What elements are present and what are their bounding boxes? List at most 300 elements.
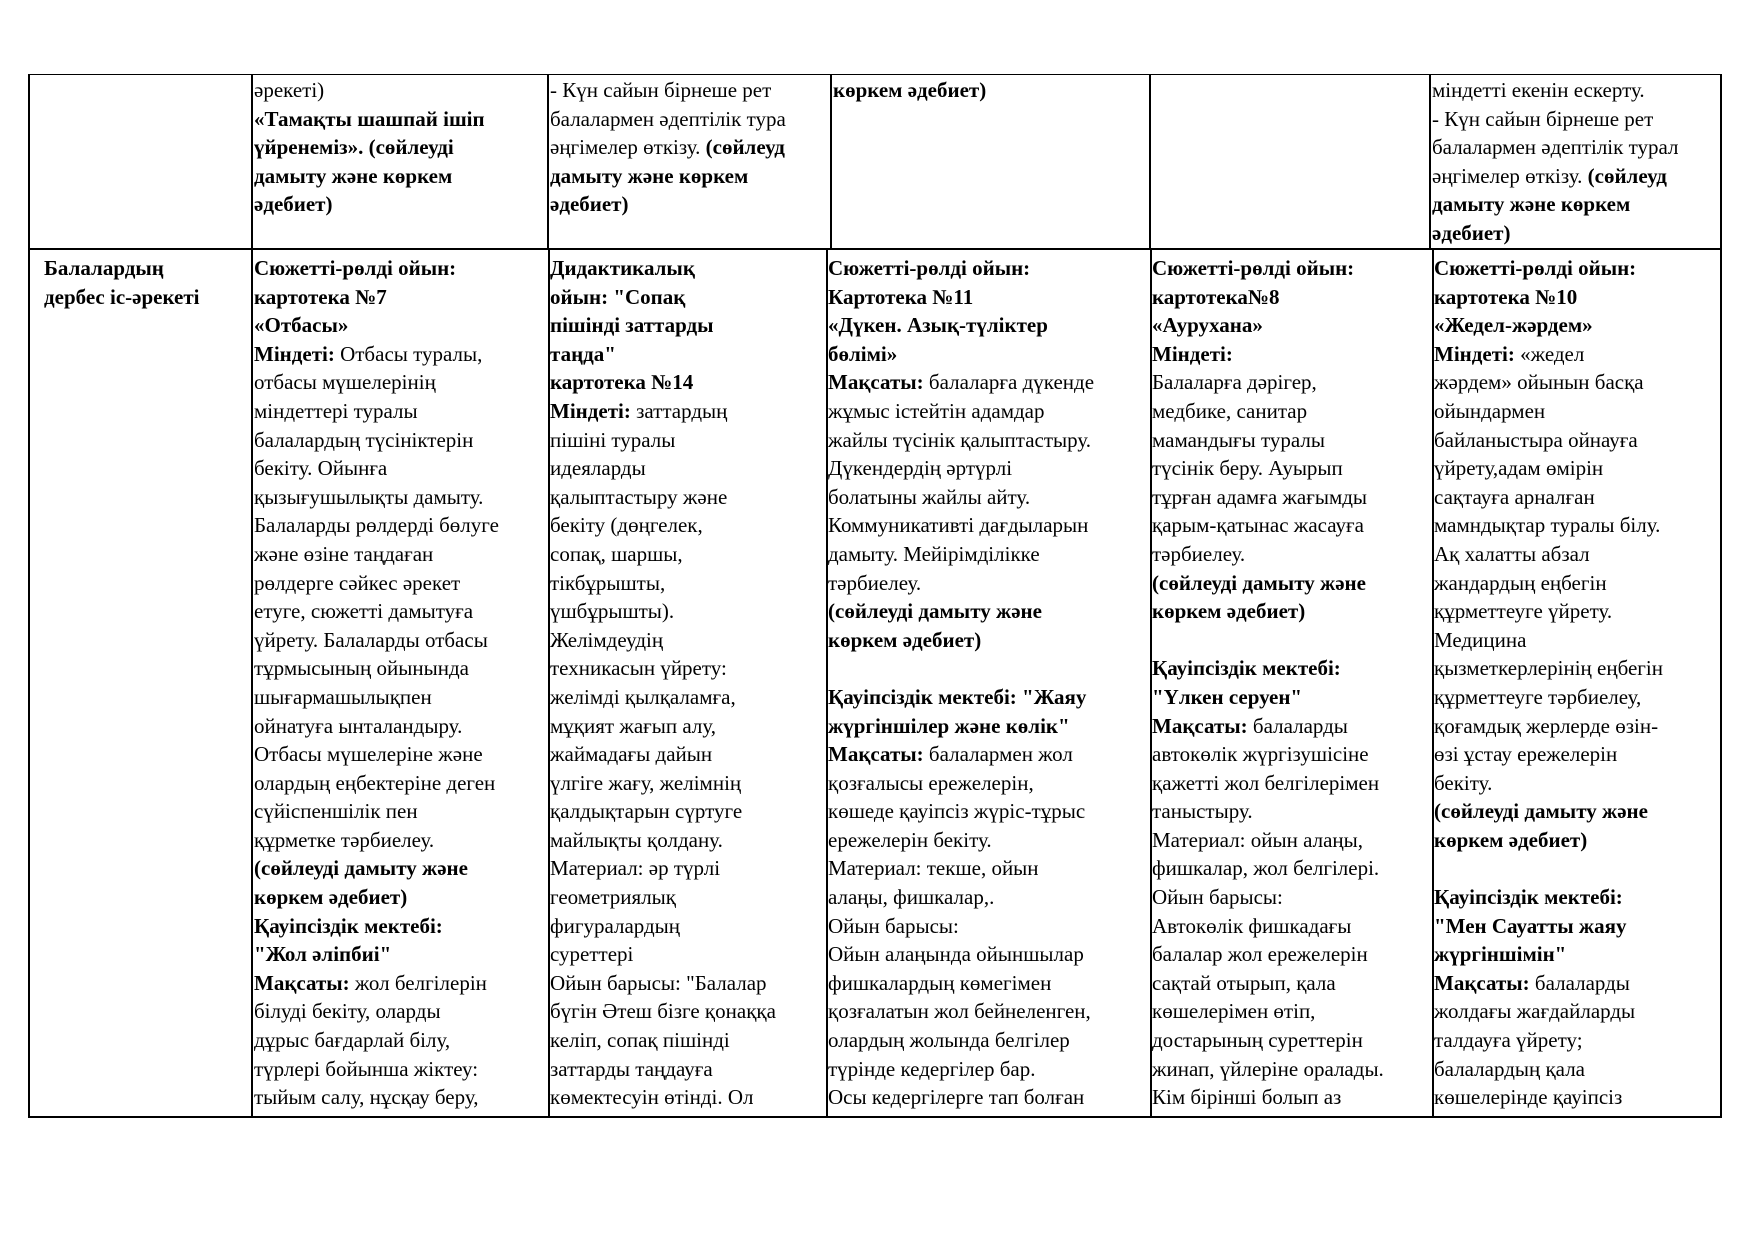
- text-line: [1432, 190, 1718, 219]
- text: байланыстыра ойнауға: [1434, 427, 1638, 452]
- bold-text: «Аурухана»: [1152, 313, 1263, 338]
- text-line: [828, 826, 1148, 855]
- row1-col4-cell: [1150, 76, 1429, 246]
- text-line: [1152, 912, 1430, 941]
- text: сақтай отырып, қала: [1152, 970, 1336, 995]
- bold-text: Мақсаты:: [254, 970, 350, 995]
- bold-text: Міндеті:: [550, 398, 631, 423]
- bold-text: картотека№8: [1152, 284, 1280, 309]
- text-line: [1432, 219, 1718, 248]
- text: пішіні туралы: [550, 427, 676, 452]
- text-line: [828, 426, 1148, 455]
- text: жол белгілерін: [349, 970, 487, 995]
- text-line: [1434, 740, 1718, 769]
- text-line: [1152, 569, 1430, 598]
- text: Ойын барысы:: [1152, 885, 1283, 910]
- text-line: [550, 540, 824, 569]
- text-line: [254, 254, 546, 283]
- bold-text: Балалардың: [44, 256, 164, 280]
- bold-text: көркем әдебиет): [833, 78, 987, 102]
- bold-text: Сюжетті-рөлді ойын:: [1152, 256, 1355, 280]
- text: түрлері бойынша жіктеу:: [254, 1056, 479, 1081]
- text-line: [828, 740, 1148, 769]
- text: Материал: әр түрлі: [550, 856, 721, 881]
- text: Отбасы туралы,: [334, 341, 483, 366]
- text-line: [254, 597, 546, 626]
- text-line: [1152, 340, 1430, 369]
- bold-text: дамыту және көркем: [550, 163, 749, 188]
- text-line: [828, 283, 1148, 312]
- bold-text: көркем әдебиет): [1152, 599, 1306, 624]
- text: қалдықтарын сүртуге: [550, 799, 743, 824]
- text-line: [254, 1026, 546, 1055]
- row2-col1-cell: [252, 254, 548, 1114]
- text-line: [1432, 76, 1718, 105]
- text-line: [828, 311, 1148, 340]
- text-line: [828, 712, 1148, 741]
- text-line: [254, 311, 546, 340]
- text: техникасын үйрету:: [550, 656, 727, 681]
- text-line: [254, 797, 546, 826]
- text: Ақ халатты абзал: [1434, 541, 1590, 566]
- text-line: [254, 133, 545, 162]
- text: бекіту.: [1434, 770, 1493, 795]
- text-line: [254, 105, 545, 134]
- text-line: [1152, 997, 1430, 1026]
- text-line: [1434, 1055, 1718, 1084]
- bold-text: көркем әдебиет): [254, 885, 408, 910]
- text-line: [828, 454, 1148, 483]
- text-line: [1152, 826, 1430, 855]
- text-line: [1152, 740, 1430, 769]
- text: Ойын барысы:: [828, 913, 959, 938]
- bold-text: көркем әдебиет): [828, 627, 982, 652]
- text-line: [1152, 854, 1430, 883]
- text-line: [1152, 1083, 1430, 1112]
- text: дамыту. Мейірімділікке: [828, 541, 1040, 566]
- text: тыйым салу, нұсқау беру,: [254, 1085, 479, 1110]
- bold-text: Дидактикалық: [550, 256, 695, 280]
- text: қажетті жол белгілерімен: [1152, 770, 1380, 795]
- text-line: [1152, 712, 1430, 741]
- text: мамандығы туралы: [1152, 427, 1325, 452]
- text-line: [550, 597, 824, 626]
- table-bottom-border: [28, 1116, 1722, 1118]
- text-line: [254, 426, 546, 455]
- text-line: [1434, 397, 1718, 426]
- text: Ойын алаңында ойыншылар: [828, 942, 1084, 967]
- text-line: [1152, 969, 1430, 998]
- text-line: [1434, 1026, 1718, 1055]
- text-line: [550, 1026, 824, 1055]
- text-line: [1434, 1083, 1718, 1112]
- text: майлықты қолдану.: [550, 827, 723, 852]
- text: геометриялық: [550, 885, 676, 910]
- text: үшбұрышты).: [550, 599, 675, 624]
- text-line: [1152, 311, 1430, 340]
- text: отбасы мүшелерінің: [254, 370, 436, 395]
- bold-text: Міндеті:: [1434, 341, 1515, 366]
- text: жәрдем» ойынын басқа: [1434, 370, 1644, 395]
- text-line: [550, 283, 824, 312]
- text: фишкалардың көмегімен: [828, 970, 1052, 995]
- bold-text: "Үлкен серуен": [1152, 684, 1303, 709]
- text-line: [1434, 683, 1718, 712]
- text: үйрету,адам өмірін: [1434, 456, 1604, 481]
- text-line: [1432, 133, 1718, 162]
- text: автокөлік жүргізушісіне: [1152, 742, 1369, 767]
- text: жаймадағы дайын: [550, 742, 713, 767]
- text-line: [550, 912, 824, 941]
- bold-text: картотека №10: [1434, 284, 1578, 309]
- text-line: [1152, 1026, 1430, 1055]
- text: бекіту. Ойынға: [254, 456, 388, 481]
- row1-col1-cell: [252, 76, 547, 246]
- text-line: [828, 769, 1148, 798]
- text-line: [44, 283, 249, 312]
- text: Отбасы мүшелеріне және: [254, 742, 483, 767]
- text: тұрған адамға жағымды: [1152, 484, 1368, 509]
- text-line: [550, 133, 828, 162]
- text-line: [1434, 826, 1718, 855]
- text-line: [1432, 162, 1718, 191]
- bold-text: Міндеті:: [254, 341, 335, 366]
- text: балаларға дүкенде: [923, 370, 1095, 395]
- text-line: [254, 190, 545, 219]
- text: міндетті екенін ескерту.: [1432, 78, 1645, 102]
- text-line: [828, 511, 1148, 540]
- text-line: [254, 969, 546, 998]
- text-line: [254, 626, 546, 655]
- row2-col4-cell: [1150, 254, 1432, 1114]
- text-line: [550, 340, 824, 369]
- text-line: [1434, 311, 1718, 340]
- text: сүйіспеншілік пен: [254, 799, 418, 824]
- bold-text: (сөйлеуді дамыту және: [1434, 799, 1648, 824]
- text-line: [1434, 426, 1718, 455]
- bold-text: жүргіншілер және көлік": [828, 713, 1070, 738]
- text-line: [828, 969, 1148, 998]
- text-line: [1434, 511, 1718, 540]
- text: көмектесуін өтінді. Ол: [550, 1085, 754, 1110]
- text-line: [254, 883, 546, 912]
- text-line: [828, 597, 1148, 626]
- text: балалармен әдептілік турал: [1432, 135, 1679, 160]
- text-line: [1152, 683, 1430, 712]
- text: балаларды: [1247, 713, 1348, 738]
- text-line: [254, 340, 546, 369]
- text-line: [1434, 769, 1718, 798]
- text: білуді бекіту, оларды: [254, 999, 441, 1024]
- text: балалардың қала: [1434, 1056, 1585, 1081]
- bold-text: көркем әдебиет): [1434, 827, 1588, 852]
- text: заттарды таңдауға: [550, 1056, 713, 1081]
- bold-text: (сөйлеуді дамыту және: [1152, 570, 1366, 595]
- bold-text: әдебиет): [254, 192, 333, 217]
- bold-text: Қауіпсіздік мектебі: "Жаяу: [828, 684, 1087, 709]
- text-line: [828, 854, 1148, 883]
- text: тікбұрышты,: [550, 570, 666, 595]
- text-line: [254, 1083, 546, 1112]
- text: жайлы түсінік қалыптастыру.: [828, 427, 1092, 452]
- text: қарым-қатынас жасауға: [1152, 513, 1364, 538]
- text-line: [1434, 797, 1718, 826]
- text-line: [828, 883, 1148, 912]
- text: жандардың еңбегін: [1434, 570, 1607, 595]
- text: етуге, сюжетті дамытуға: [254, 599, 474, 624]
- bold-text: «Дүкен. Азық-түліктер: [828, 313, 1048, 338]
- text: мұқият жағып алу,: [550, 713, 716, 738]
- bold-text: картотека №7: [254, 284, 387, 309]
- row-divider: [28, 248, 1722, 250]
- bold-text: таңда": [550, 341, 616, 366]
- text: жинап, үйлеріне оралады.: [1152, 1056, 1384, 1081]
- text: қызметкерлерінің еңбегін: [1434, 656, 1663, 681]
- text-line: [1152, 940, 1430, 969]
- bold-text: Міндеті:: [1152, 341, 1233, 366]
- text-line: [828, 569, 1148, 598]
- text-line: [1152, 283, 1430, 312]
- text: құрметтеуге тәрбиелеу,: [1434, 684, 1642, 709]
- row1-col2-cell: [548, 76, 830, 246]
- text-line: [254, 740, 546, 769]
- row2-header-cell: [42, 254, 251, 1114]
- text: дұрыс бағдарлай білу,: [254, 1028, 451, 1053]
- text-line: [1152, 483, 1430, 512]
- text: мамндықтар туралы білу.: [1434, 513, 1661, 538]
- text-line: [1152, 368, 1430, 397]
- bold-text: Мақсаты:: [1152, 713, 1248, 738]
- row1-col3-cell: [831, 76, 1149, 246]
- bold-text: үйренеміз». (сөйлеуді: [254, 135, 454, 160]
- text: Кім бірінші болып аз: [1152, 1085, 1342, 1110]
- text: жұмыс істейтін адамдар: [828, 398, 1045, 423]
- text-line: [828, 797, 1148, 826]
- text-line: [1152, 511, 1430, 540]
- text-line: [254, 997, 546, 1026]
- text-line: [254, 912, 546, 941]
- text-line: [254, 1055, 546, 1084]
- text: - Күн сайын бірнеше рет: [550, 78, 772, 102]
- text: желімді қылқаламға,: [550, 684, 736, 709]
- bold-text: "Мен Сауатты жаяу: [1434, 913, 1627, 938]
- text: қоғамдық жерлерде өзін-: [1434, 713, 1659, 738]
- text: балаларды: [1529, 970, 1630, 995]
- text-line: [1434, 883, 1718, 912]
- bold-text: "Жол әліпбиі": [254, 942, 392, 967]
- text: және өзіне таңдаған: [254, 541, 434, 566]
- bold-text: (сөйлеуді дамыту және: [828, 599, 1042, 624]
- bold-text: Қауіпсіздік мектебі:: [1152, 656, 1341, 681]
- text-line: [254, 569, 546, 598]
- bold-text: Мақсаты:: [828, 742, 924, 767]
- bold-text: Картотека №11: [828, 284, 974, 309]
- text: сопақ, шаршы,: [550, 541, 683, 566]
- text-line: [550, 162, 828, 191]
- text-line: [254, 76, 545, 105]
- bold-text: әдебиет): [1432, 220, 1511, 245]
- bold-text: бөлімі»: [828, 341, 898, 366]
- text-line: [550, 769, 824, 798]
- bold-text: дамыту және көркем: [1432, 192, 1631, 217]
- text-line: [828, 1026, 1148, 1055]
- text: көшеде қауіпсіз жүріс-тұрыс: [828, 799, 1086, 824]
- text: тұрмысының ойынында: [254, 656, 469, 681]
- text-line: [550, 311, 824, 340]
- column-border-left: [28, 74, 30, 1117]
- row2-col3-cell: [826, 254, 1150, 1114]
- text: Медицина: [1434, 627, 1527, 652]
- text-line: [1434, 454, 1718, 483]
- text-line: [1434, 654, 1718, 683]
- text: құрметтеуге үйрету.: [1434, 599, 1613, 624]
- bold-text: Мақсаты:: [828, 370, 924, 395]
- text: Балаларды рөлдерді бөлуге: [254, 513, 499, 538]
- text: фишкалар, жол белгілері.: [1152, 856, 1380, 881]
- text-line: [828, 1083, 1148, 1112]
- text-line: [1434, 940, 1718, 969]
- text: тәрбиелеу.: [1152, 541, 1246, 566]
- text: қалыптастыру және: [550, 484, 728, 509]
- text-line: [1152, 426, 1430, 455]
- text: қозғалысы ережелерін,: [828, 770, 1034, 795]
- text-line: [254, 712, 546, 741]
- text: алаңы, фишкалар,.: [828, 885, 995, 910]
- text: Материал: ойын алаңы,: [1152, 827, 1363, 852]
- text-line: [254, 683, 546, 712]
- text-line: [550, 883, 824, 912]
- text-line: [1152, 540, 1430, 569]
- text-line: [828, 1055, 1148, 1084]
- text-line: [550, 712, 824, 741]
- text: «жедел: [1514, 341, 1585, 366]
- text-line: [1434, 368, 1718, 397]
- text-line: [828, 368, 1148, 397]
- text-line: [44, 254, 249, 283]
- text-line: [550, 190, 828, 219]
- text: таныстыру.: [1152, 799, 1253, 824]
- bold-text: Мақсаты:: [1434, 970, 1530, 995]
- text: рөлдерге сәйкес әрекет: [254, 570, 461, 595]
- text-line: [1434, 626, 1718, 655]
- bold-text: «Отбасы»: [254, 313, 349, 338]
- text: Дүкендердің әртүрлі: [828, 456, 1013, 481]
- text: қозғалатын жол бейнеленген,: [828, 999, 1091, 1024]
- bold-text: Қауіпсіздік мектебі:: [1434, 885, 1623, 910]
- text-line: [828, 912, 1148, 941]
- text: талдауға үйрету;: [1434, 1028, 1583, 1053]
- text: фигуралардың: [550, 913, 681, 938]
- text-line: [550, 1083, 824, 1112]
- text-line: [550, 969, 824, 998]
- text: суреттері: [550, 942, 634, 967]
- text: балалардың түсініктерін: [254, 427, 474, 452]
- text-line: [1152, 626, 1430, 655]
- text: әрекеті): [254, 78, 325, 102]
- text: балалар жол ережелерін: [1152, 942, 1368, 967]
- text-line: [1434, 283, 1718, 312]
- text-line: [550, 626, 824, 655]
- text: олардың жолында белгілер: [828, 1028, 1070, 1053]
- text: олардың еңбектеріне деген: [254, 770, 496, 795]
- text-line: [1434, 969, 1718, 998]
- text-line: [1434, 912, 1718, 941]
- text-line: [828, 340, 1148, 369]
- text: келіп, сопақ пішінді: [550, 1028, 730, 1053]
- text: ережелерін бекіту.: [828, 827, 992, 852]
- text-line: [254, 368, 546, 397]
- text-line: [828, 683, 1148, 712]
- text-line: [828, 483, 1148, 512]
- text-line: [254, 540, 546, 569]
- text-line: [550, 368, 824, 397]
- text-line: [1434, 340, 1718, 369]
- bold-text: Сюжетті-рөлді ойын:: [1434, 256, 1637, 280]
- text: Коммуникативті дағдыларын: [828, 513, 1089, 538]
- text-line: [828, 940, 1148, 969]
- bold-text: ойын: "Сопақ: [550, 284, 686, 309]
- text: түсінік беру. Ауырып: [1152, 456, 1343, 481]
- text-line: [550, 569, 824, 598]
- text-line: [254, 940, 546, 969]
- text: үйрету. Балаларды отбасы: [254, 627, 488, 652]
- text-line: [550, 483, 824, 512]
- text-line: [833, 76, 1147, 105]
- text-line: [1152, 597, 1430, 626]
- row1-col5-cell: [1430, 76, 1720, 248]
- text-line: [550, 826, 824, 855]
- text: идеяларды: [550, 456, 646, 481]
- text: міндеттері туралы: [254, 398, 418, 423]
- text-line: [254, 483, 546, 512]
- row2-col2-cell: [548, 254, 826, 1114]
- text: Желімдеудің: [550, 627, 664, 652]
- text-line: [1152, 254, 1430, 283]
- text: жолдағы жағдайларды: [1434, 999, 1636, 1024]
- text-line: [254, 769, 546, 798]
- table-top-border: [28, 74, 1722, 75]
- bold-text: жүргіншімін": [1434, 942, 1567, 967]
- text-line: [550, 797, 824, 826]
- text-line: [254, 654, 546, 683]
- text-line: [1152, 1055, 1430, 1084]
- text: ойнатуға ынталандыру.: [254, 713, 463, 738]
- text: тәрбиелеу.: [828, 570, 922, 595]
- text: сақтауға арналған: [1434, 484, 1595, 509]
- text-line: [1152, 769, 1430, 798]
- text-line: [1434, 540, 1718, 569]
- bold-text: дамыту және көркем: [254, 163, 453, 188]
- text: балалармен жол: [923, 742, 1073, 767]
- text-line: [1434, 569, 1718, 598]
- text-line: [254, 397, 546, 426]
- text-line: [1432, 105, 1718, 134]
- text-line: [828, 654, 1148, 683]
- text-line: [254, 826, 546, 855]
- text-line: [1152, 397, 1430, 426]
- text-line: [550, 740, 824, 769]
- text: заттардың: [630, 398, 728, 423]
- bold-text: әдебиет): [550, 192, 629, 217]
- bold-text: пішінді заттарды: [550, 313, 714, 338]
- text: Ойын барысы: "Балалар: [550, 970, 767, 995]
- text: үлгіге жағу, желімнің: [550, 770, 742, 795]
- text-line: [828, 626, 1148, 655]
- text-line: [254, 511, 546, 540]
- bold-text: дербес іс-әрекеті: [44, 284, 200, 309]
- text: балалармен әдептілік тура: [550, 106, 786, 131]
- text: бекіту (дөңгелек,: [550, 513, 703, 538]
